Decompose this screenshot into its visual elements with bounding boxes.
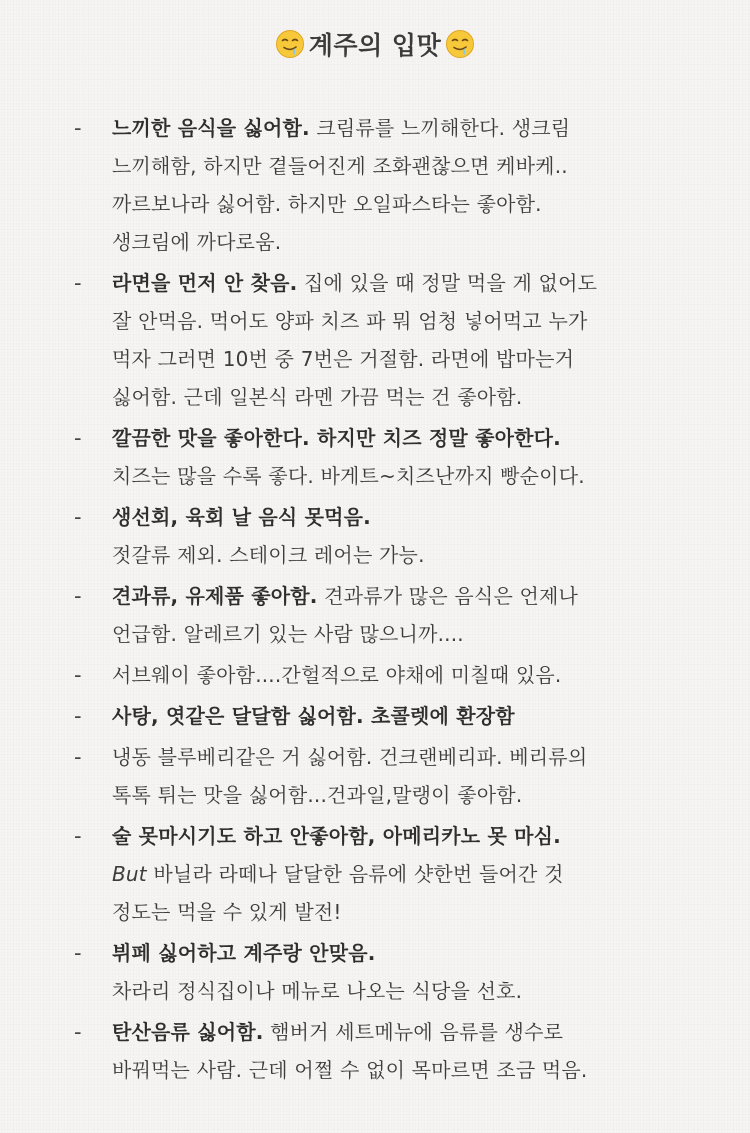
body-text: 잘 안먹음. 먹어도 양파 치즈 파 뭐 엄청 넣어먹고 누가 (112, 309, 588, 333)
text-line (112, 340, 710, 378)
bullet-dash: - (74, 745, 82, 769)
list-item (0, 1013, 750, 1089)
list-item (0, 817, 750, 931)
text-line (112, 419, 710, 457)
body-text: 서브웨이 좋아함....간헐적으로 야채에 미칠때 있음. (112, 663, 562, 687)
body-text: 까르보나라 싫어함. 하지만 오일파스타는 좋아함. (112, 192, 542, 216)
text-line (112, 972, 710, 1010)
drooling-face-icon (275, 29, 305, 59)
bold-text: 뷔페 싫어하고 계주랑 안맞음. (112, 941, 376, 965)
bullet-dash: - (74, 426, 82, 450)
bold-text: 생선회, 육회 날 음식 못먹음. (112, 505, 371, 529)
bullet-dash: - (74, 505, 82, 529)
list-item (0, 264, 750, 416)
list-item (0, 109, 750, 261)
body-text: 젓갈류 제외. 스테이크 레어는 가능. (112, 543, 425, 567)
list-item (0, 656, 750, 694)
italic-text: But (112, 862, 147, 886)
body-text: 언급함. 알레르기 있는 사람 많으니까.... (112, 622, 464, 646)
drooling-face-icon (445, 29, 475, 59)
text-line (112, 223, 710, 261)
text-line (112, 776, 710, 814)
text-line (112, 185, 710, 223)
text-line (112, 615, 710, 653)
body-text: 차라리 정식집이나 메뉴로 나오는 식당을 선호. (112, 979, 523, 1003)
bullet-dash: - (74, 824, 82, 848)
body-text: 정도는 먹을 수 있게 발전! (112, 900, 342, 924)
body-text: 치즈는 많을 수록 좋다. 바게트~치즈난까지 빵순이다. (112, 464, 585, 488)
text-line (112, 457, 710, 495)
page-title: 계주의 입맛 (308, 31, 442, 60)
list-item (0, 697, 750, 735)
text-line (112, 855, 710, 893)
text-line (112, 147, 710, 185)
text-line (112, 738, 710, 776)
bold-text: 술 못마시기도 하고 안좋아함, 아메리카노 못 마심. (112, 824, 561, 848)
bold-text: 라면을 먼저 안 찾음. (112, 271, 298, 295)
list-item (0, 577, 750, 653)
body-text: 톡톡 튀는 맛을 싫어함...건과일,말랭이 좋아함. (112, 783, 523, 807)
body-text: 생크림에 까다로움. (112, 230, 282, 254)
body-text: 집에 있을 때 정말 먹을 게 없어도 (297, 271, 598, 295)
text-line (112, 302, 710, 340)
bullet-dash: - (74, 584, 82, 608)
text-line (112, 697, 710, 735)
bullet-dash: - (74, 271, 82, 295)
title-row (0, 26, 750, 62)
bold-text: 견과류, 유제품 좋아함. (112, 584, 318, 608)
body-text: 햄버거 세트메뉴에 음류를 생수로 (263, 1020, 564, 1044)
text-line (112, 264, 710, 302)
bold-text: 느끼한 음식을 싫어함. (112, 116, 310, 140)
bullet-dash: - (74, 663, 82, 687)
bullet-dash: - (74, 1020, 82, 1044)
text-line (112, 893, 710, 931)
body-text: 느끼해함, 하지만 곁들어진게 조화괜찮으면 케바케.. (112, 154, 568, 178)
text-line (112, 536, 710, 574)
text-line (112, 934, 710, 972)
body-text: 바닐라 라떼나 달달한 음류에 샷한번 들어간 것 (146, 862, 564, 886)
bullet-dash: - (74, 941, 82, 965)
bold-text: 사탕, 엿같은 달달함 싫어함. 초콜렛에 환장함 (112, 704, 515, 728)
bold-text: 깔끔한 맛을 좋아한다. 하지만 치즈 정말 좋아한다. (112, 426, 561, 450)
text-line (112, 378, 710, 416)
body-text: 견과류가 많은 음식은 언제나 (317, 584, 579, 608)
bullet-dash: - (74, 704, 82, 728)
body-text: 크림류를 느끼해한다. 생크림 (309, 116, 571, 140)
text-line (112, 577, 710, 615)
body-text: 냉동 블루베리같은 거 싫어함. 건크랜베리파. 베리류의 (112, 745, 588, 769)
body-text: 바꿔먹는 사람. 근데 어쩔 수 없이 목마르면 조금 먹음. (112, 1058, 588, 1082)
list-item (0, 419, 750, 495)
text-line (112, 1051, 710, 1089)
text-line (112, 109, 710, 147)
text-line (112, 1013, 710, 1051)
list-item (0, 498, 750, 574)
list-item (0, 738, 750, 814)
body-text: 먹자 그러면 10번 중 7번은 거절함. 라면에 밥마는거 (112, 347, 575, 371)
preference-list (0, 109, 750, 1092)
list-item (0, 934, 750, 1010)
text-line (112, 656, 710, 694)
body-text: 싫어함. 근데 일본식 라멘 가끔 먹는 건 좋아함. (112, 385, 523, 409)
text-line (112, 817, 710, 855)
bold-text: 탄산음류 싫어함. (112, 1020, 264, 1044)
bullet-dash: - (74, 116, 82, 140)
text-line (112, 498, 710, 536)
